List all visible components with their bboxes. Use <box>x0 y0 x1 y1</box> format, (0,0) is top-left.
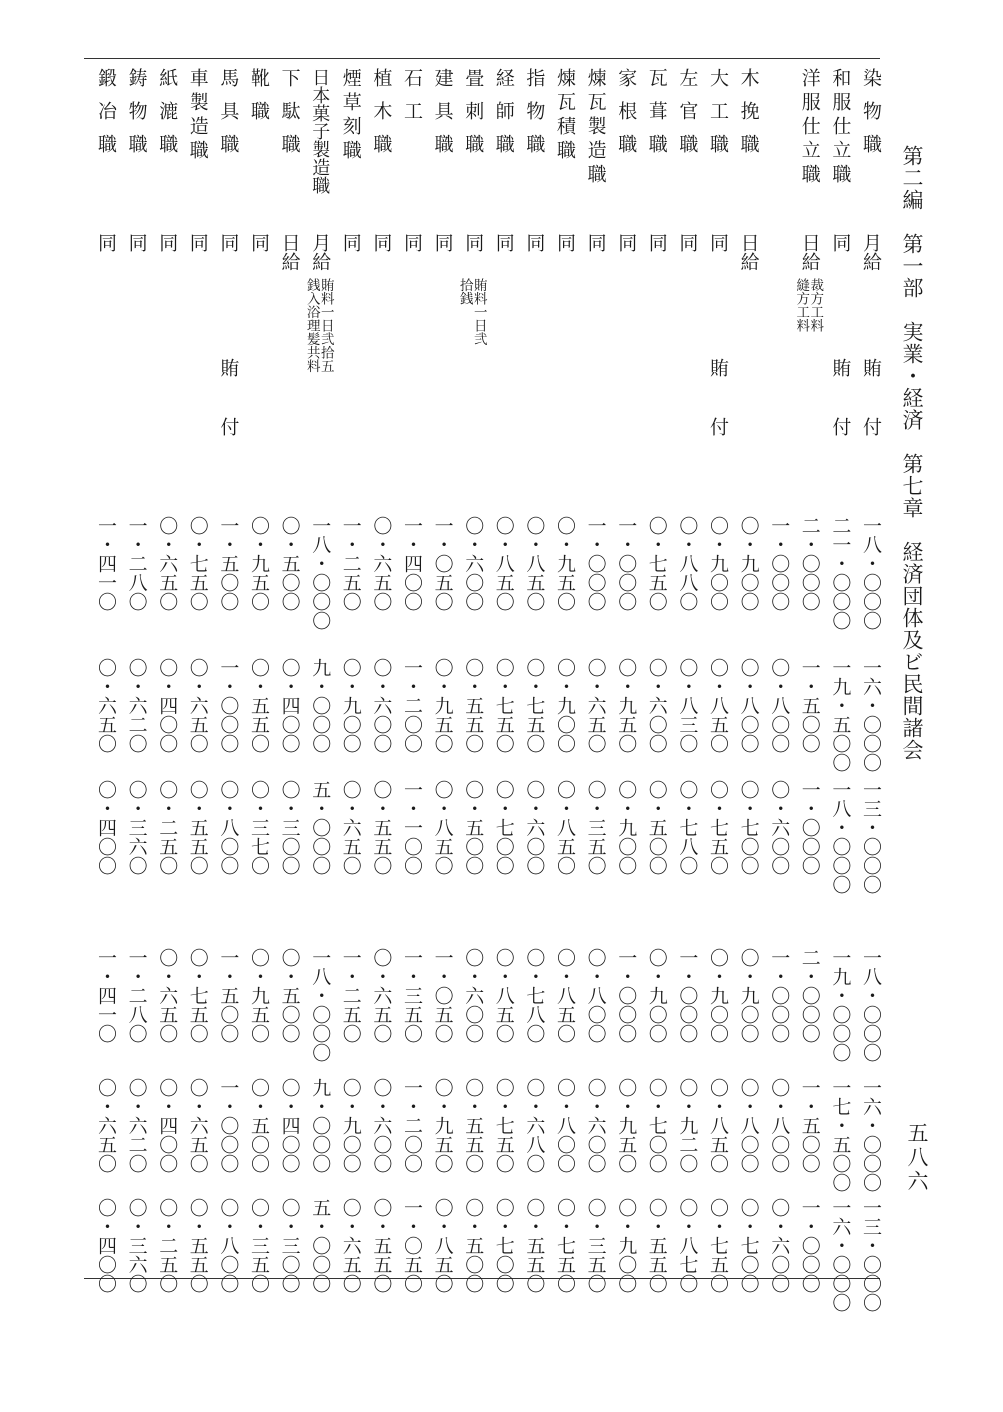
note-line: 賄料一日弐拾五 <box>317 278 334 373</box>
wage-value: 一・〇〇〇 <box>798 1198 821 1293</box>
wage-value: 〇・五五〇 <box>523 1198 546 1293</box>
wage-value: 〇・五五〇 <box>462 658 485 753</box>
wage-value: 一七・五〇〇 <box>829 1078 852 1192</box>
wage-value: 一・〇〇〇 <box>768 948 791 1043</box>
pay-unit: 同 <box>431 233 454 252</box>
table-row <box>766 68 792 1293</box>
occupation-name: 石工 <box>401 68 423 134</box>
wage-value: 〇・四〇〇 <box>95 780 117 875</box>
wage-value: 〇・八〇〇 <box>768 1078 791 1173</box>
table-row <box>246 68 272 1293</box>
wage-value: 一八・〇〇〇 <box>309 516 332 630</box>
wage-value: 〇・九二〇 <box>676 1078 699 1173</box>
occupation-name: 煉瓦積職 <box>554 68 576 164</box>
occupation-name: 木挽職 <box>737 68 760 167</box>
wage-value: 〇・七八〇 <box>523 948 546 1043</box>
wage-value: 〇・四〇〇 <box>278 658 301 753</box>
wage-value: 〇・九五〇 <box>248 948 270 1043</box>
occupation-name: 瓦葺職 <box>645 68 668 167</box>
table-row <box>827 68 853 1312</box>
wage-value: 〇・七五〇 <box>707 1198 729 1293</box>
wage-value: 〇・六五〇 <box>156 948 179 1043</box>
occupation-name: 家根職 <box>615 68 638 167</box>
wage-value: 〇・六〇〇 <box>584 1078 607 1173</box>
table-row <box>613 68 639 1293</box>
wage-value: 〇・五五〇 <box>186 780 209 875</box>
wage-value: 〇・二五〇 <box>156 780 179 875</box>
pay-unit: 日給 <box>798 233 821 271</box>
wage-value: 一・五〇〇 <box>798 1078 821 1173</box>
wage-value: 〇・七五〇 <box>492 658 515 753</box>
wage-value: 〇・九〇〇 <box>339 1078 362 1173</box>
table-row <box>338 68 364 1293</box>
occupation-name: 大工職 <box>707 68 729 167</box>
pay-unit: 同 <box>248 233 270 252</box>
pay-unit: 日給 <box>278 233 301 271</box>
wage-value: 〇・六五〇 <box>186 1078 209 1173</box>
wage-value: 〇・五五〇 <box>370 780 393 875</box>
wage-value: 〇・八八〇 <box>676 516 699 611</box>
wage-value: 〇・八七〇 <box>676 1198 699 1293</box>
wage-value: 一・〇五〇 <box>431 516 454 611</box>
wage-value: 〇・八〇〇 <box>217 1198 240 1293</box>
wage-value: 一八・〇〇〇 <box>309 948 332 1062</box>
wage-value: 〇・五五〇 <box>186 1198 209 1293</box>
note-line: 銭入浴理髪共料 <box>303 278 320 373</box>
wage-value: 〇・九〇〇 <box>554 658 576 753</box>
wage-value: 〇・八〇〇 <box>737 1078 760 1173</box>
table-row <box>368 68 394 1293</box>
occupation-name: 靴職 <box>248 68 270 134</box>
wage-value: 一・五〇〇 <box>217 516 240 611</box>
wage-value: 〇・九〇〇 <box>707 516 729 611</box>
wage-value: 一・〇五〇 <box>431 948 454 1043</box>
wage-value: 一・〇〇〇 <box>798 780 821 875</box>
pay-unit: 同 <box>95 233 117 252</box>
table-row <box>858 68 884 1312</box>
pay-unit: 同 <box>676 233 699 252</box>
table-row <box>644 68 670 1293</box>
table-row <box>705 68 731 1293</box>
wage-value: 一三・〇〇〇 <box>860 780 882 894</box>
wage-value: 一・〇〇〇 <box>217 658 240 753</box>
table-row <box>736 68 762 1293</box>
wage-value: 〇・八〇〇 <box>768 658 791 753</box>
wage-value: 〇・八五〇 <box>492 516 515 611</box>
wage-value: 〇・八三〇 <box>676 658 699 753</box>
occupation-name: 洋服仕立職 <box>798 68 821 188</box>
wage-value: 〇・八五〇 <box>431 1198 454 1293</box>
wage-value: 〇・三五〇 <box>248 1198 270 1293</box>
wage-value: 〇・五〇〇 <box>278 948 301 1043</box>
table-row <box>491 68 517 1293</box>
pay-unit: 同 <box>615 233 638 252</box>
wage-value: 〇・七八〇 <box>676 780 699 875</box>
pay-unit: 同 <box>370 233 393 252</box>
wage-value: 〇・四〇〇 <box>156 658 179 753</box>
wage-value: 〇・九五〇 <box>554 516 576 611</box>
wage-value: 〇・九〇〇 <box>645 948 668 1043</box>
wage-value: 〇・九〇〇 <box>615 1198 638 1293</box>
occupation-name: 紙漉職 <box>156 68 179 167</box>
wage-value: 一・二〇〇 <box>401 658 423 753</box>
pay-unit: 同 <box>156 233 179 252</box>
wage-value: 一・〇〇〇 <box>615 516 638 611</box>
top-rule <box>84 58 880 59</box>
pay-unit: 同 <box>125 233 148 252</box>
occupation-name: 鍛冶職 <box>95 68 117 167</box>
wage-value: 一・二〇〇 <box>401 1078 423 1173</box>
occupation-name: 煉瓦製造職 <box>584 68 607 188</box>
wage-value: 〇・八〇〇 <box>217 780 240 875</box>
wage-value: 〇・六二〇 <box>125 1078 148 1173</box>
wage-value: 〇・六〇〇 <box>462 516 485 611</box>
note-line: 賄料一日弐 <box>470 278 487 346</box>
wage-value: 〇・九五〇 <box>248 516 270 611</box>
wage-value: 二・〇〇〇 <box>798 516 821 611</box>
wage-value: 〇・七〇〇 <box>492 1198 515 1293</box>
wage-value: 〇・七五〇 <box>707 780 729 875</box>
table-row <box>674 68 700 1293</box>
occupation-name: 車製造職 <box>186 68 209 164</box>
wage-value: 〇・六五〇 <box>584 658 607 753</box>
wage-value: 〇・三五〇 <box>584 1198 607 1293</box>
table-row <box>521 68 547 1293</box>
wage-value: 一・〇〇〇 <box>584 516 607 611</box>
wage-value: 一・四一〇 <box>95 948 117 1043</box>
wage-value: 〇・六〇〇 <box>523 780 546 875</box>
wage-value: 〇・六五〇 <box>370 516 393 611</box>
wage-value: 五・〇〇〇 <box>309 780 332 875</box>
wage-value: 〇・八五〇 <box>554 780 576 875</box>
wage-value: 〇・六五〇 <box>95 1078 117 1173</box>
pay-unit: 同 <box>523 233 546 252</box>
wage-value: 〇・六五〇 <box>339 780 362 875</box>
wage-value: 〇・七五〇 <box>523 658 546 753</box>
wage-value: 〇・六五〇 <box>95 658 117 753</box>
occupation-name: 畳刺職 <box>462 68 485 167</box>
note-line: 裁方工料 <box>807 278 824 332</box>
wage-value: 一八・〇〇〇 <box>829 780 852 894</box>
wage-value: 一三・〇〇〇 <box>860 1198 882 1312</box>
occupation-name: 日本菓子製造職 <box>309 68 331 194</box>
table-row <box>303 68 334 1293</box>
pay-unit: 同 <box>829 233 852 252</box>
wage-value: 〇・三五〇 <box>584 780 607 875</box>
table-row <box>552 68 578 1293</box>
table-row <box>399 68 425 1293</box>
wage-value: 〇・七〇〇 <box>737 780 760 875</box>
wage-value: 〇・九〇〇 <box>339 658 362 753</box>
wage-value: 〇・八五〇 <box>523 516 546 611</box>
occupation-name: 和服仕立職 <box>829 68 852 188</box>
wage-value: 〇・八五〇 <box>707 658 729 753</box>
pay-unit: 同 <box>554 233 576 252</box>
pay-unit: 月給 <box>860 233 882 271</box>
wage-value: 一・五〇〇 <box>217 948 240 1043</box>
wage-value: 〇・九五〇 <box>431 1078 454 1173</box>
wage-value: 〇・五〇〇 <box>645 780 668 875</box>
board-note: 賄付 <box>707 358 729 476</box>
wage-value: 〇・七〇〇 <box>645 1078 668 1173</box>
wage-value: 〇・六〇〇 <box>462 948 485 1043</box>
wage-value: 〇・六五〇 <box>186 658 209 753</box>
wage-value: 〇・三六〇 <box>125 1198 148 1293</box>
wage-value: 〇・七五〇 <box>186 948 209 1043</box>
occupation-name: 経師職 <box>492 68 515 167</box>
wage-value: 〇・七〇〇 <box>737 1198 760 1293</box>
wage-value: 〇・三〇〇 <box>278 780 301 875</box>
wage-value: 〇・五五〇 <box>645 1198 668 1293</box>
wage-value: 一・一〇〇 <box>401 780 423 875</box>
occupation-name: 左官職 <box>676 68 699 167</box>
wage-value: 〇・七五〇 <box>554 1198 576 1293</box>
wage-value: 〇・四〇〇 <box>156 1078 179 1173</box>
wage-value: 一九・五〇〇 <box>829 658 852 772</box>
wage-value: 一・〇〇〇 <box>615 948 638 1043</box>
running-head: 第二編 第一部 実業・経済 第七章 経済団体及ビ民間諸会 <box>900 145 924 761</box>
wage-value: 〇・七五〇 <box>492 1078 515 1173</box>
wage-value: 九・〇〇〇 <box>309 1078 332 1173</box>
wage-value: 五・〇〇〇 <box>309 1198 332 1293</box>
wage-value: 一・二八〇 <box>125 516 148 611</box>
wage-value: 一・三五〇 <box>401 948 423 1043</box>
wage-value: 〇・七〇〇 <box>492 780 515 875</box>
wage-value: 二・〇〇〇 <box>798 948 821 1043</box>
table-row <box>185 68 211 1293</box>
board-note: 賄付 <box>829 358 852 476</box>
pay-unit: 日給 <box>737 233 760 271</box>
wage-value: 〇・六〇〇 <box>768 1198 791 1293</box>
wage-value: 〇・九〇〇 <box>707 948 729 1043</box>
occupation-name: 植木職 <box>370 68 393 167</box>
occupation-name: 馬具職 <box>217 68 240 167</box>
wage-value: 一・〇〇〇 <box>217 1078 240 1173</box>
wage-value: 〇・四〇〇 <box>95 1198 117 1293</box>
occupation-name: 建具職 <box>431 68 454 167</box>
wage-value: 一六・〇〇〇 <box>860 658 882 772</box>
wage-value: 〇・六〇〇 <box>370 658 393 753</box>
wage-value: 一六・〇〇〇 <box>829 1198 852 1312</box>
pay-unit: 同 <box>707 233 729 252</box>
table-row <box>154 68 180 1293</box>
wage-value: 〇・三六〇 <box>125 780 148 875</box>
wage-value: 一・四〇〇 <box>401 516 423 611</box>
wage-value: 〇・九〇〇 <box>615 780 638 875</box>
wage-value: 〇・六五〇 <box>339 1198 362 1293</box>
pay-unit: 同 <box>492 233 515 252</box>
wage-value: 〇・六〇〇 <box>645 658 668 753</box>
wage-value: 〇・二五〇 <box>156 1198 179 1293</box>
wage-value: 〇・六五〇 <box>370 948 393 1043</box>
wage-value: 〇・七五〇 <box>645 516 668 611</box>
wage-value: 〇・九〇〇 <box>737 948 760 1043</box>
pay-unit: 同 <box>339 233 362 252</box>
table-row <box>215 68 241 1293</box>
pay-unit: 同 <box>462 233 485 252</box>
occupation-name: 鋳物職 <box>125 68 148 167</box>
wage-value: 〇・五〇〇 <box>462 1198 485 1293</box>
wage-value: 一八・〇〇〇 <box>860 516 882 630</box>
wage-value: 〇・五〇〇 <box>248 1078 270 1173</box>
pay-unit: 同 <box>645 233 668 252</box>
wage-value: 一・四一〇 <box>95 516 117 611</box>
wage-value: 一八・〇〇〇 <box>860 948 882 1062</box>
pay-unit: 同 <box>584 233 607 252</box>
wage-value: 〇・八五〇 <box>431 780 454 875</box>
occupation-name: 染物職 <box>860 68 882 167</box>
wage-value: 〇・九五〇 <box>615 658 638 753</box>
pay-unit: 月給 <box>309 233 332 271</box>
wage-value: 〇・六二〇 <box>125 658 148 753</box>
board-note: 賄付 <box>860 358 882 476</box>
wage-value: 〇・三〇〇 <box>278 1198 301 1293</box>
occupation-name: 指物職 <box>523 68 546 167</box>
table-row <box>93 68 119 1293</box>
wage-value: 〇・八五〇 <box>554 948 576 1043</box>
board-note: 賄付 <box>217 358 240 476</box>
wage-value: 〇・六〇〇 <box>768 780 791 875</box>
wage-value: 〇・九五〇 <box>431 658 454 753</box>
wage-value: 一・〇五〇 <box>401 1198 423 1293</box>
pay-unit: 同 <box>217 233 240 252</box>
table-row <box>277 68 303 1293</box>
wage-value: 〇・四〇〇 <box>278 1078 301 1173</box>
page-number: 五八六 <box>905 1122 929 1194</box>
pay-unit: 同 <box>401 233 423 252</box>
table-row <box>430 68 456 1293</box>
wage-value: 〇・八〇〇 <box>554 1078 576 1173</box>
wage-value: 一・〇〇〇 <box>768 516 791 611</box>
wage-value: 〇・八五〇 <box>492 948 515 1043</box>
wage-value: 〇・六八〇 <box>523 1078 546 1173</box>
wage-value: 〇・五五〇 <box>248 658 270 753</box>
table-row <box>456 68 487 1293</box>
wage-value: 一・二八〇 <box>125 948 148 1043</box>
table-row <box>583 68 609 1293</box>
table-row <box>124 68 150 1293</box>
wage-value: 〇・六〇〇 <box>370 1078 393 1173</box>
wage-value: 一・二五〇 <box>339 516 362 611</box>
wage-value: 〇・八五〇 <box>707 1078 729 1173</box>
wage-value: 〇・五〇〇 <box>278 516 301 611</box>
wage-value: 〇・五〇〇 <box>462 780 485 875</box>
pay-unit: 同 <box>186 233 209 252</box>
wage-value: 〇・三七〇 <box>248 780 270 875</box>
wage-value: 九・〇〇〇 <box>309 658 332 753</box>
wage-value: 〇・八〇〇 <box>737 658 760 753</box>
note-line: 縫方工料 <box>793 278 810 332</box>
wage-value: 一・〇〇〇 <box>676 948 699 1043</box>
wage-value: 一九・〇〇〇 <box>829 948 852 1062</box>
wage-value: 〇・八〇〇 <box>584 948 607 1043</box>
wage-value: 〇・九五〇 <box>615 1078 638 1173</box>
wage-value: 一・五〇〇 <box>798 658 821 753</box>
wage-value: 二一・〇〇〇 <box>829 516 852 630</box>
occupation-name: 煙草刻職 <box>339 68 362 164</box>
note-line: 拾銭 <box>456 278 473 305</box>
table-row <box>793 68 824 1293</box>
wage-value: 〇・九〇〇 <box>737 516 760 611</box>
wage-value: 〇・七五〇 <box>186 516 209 611</box>
occupation-name: 下駄職 <box>278 68 301 167</box>
wage-value: 一・二五〇 <box>339 948 362 1043</box>
wage-value: 〇・六五〇 <box>156 516 179 611</box>
wage-value: 〇・五五〇 <box>370 1198 393 1293</box>
wage-value: 一六・〇〇〇 <box>860 1078 882 1192</box>
wage-value: 〇・五五〇 <box>462 1078 485 1173</box>
